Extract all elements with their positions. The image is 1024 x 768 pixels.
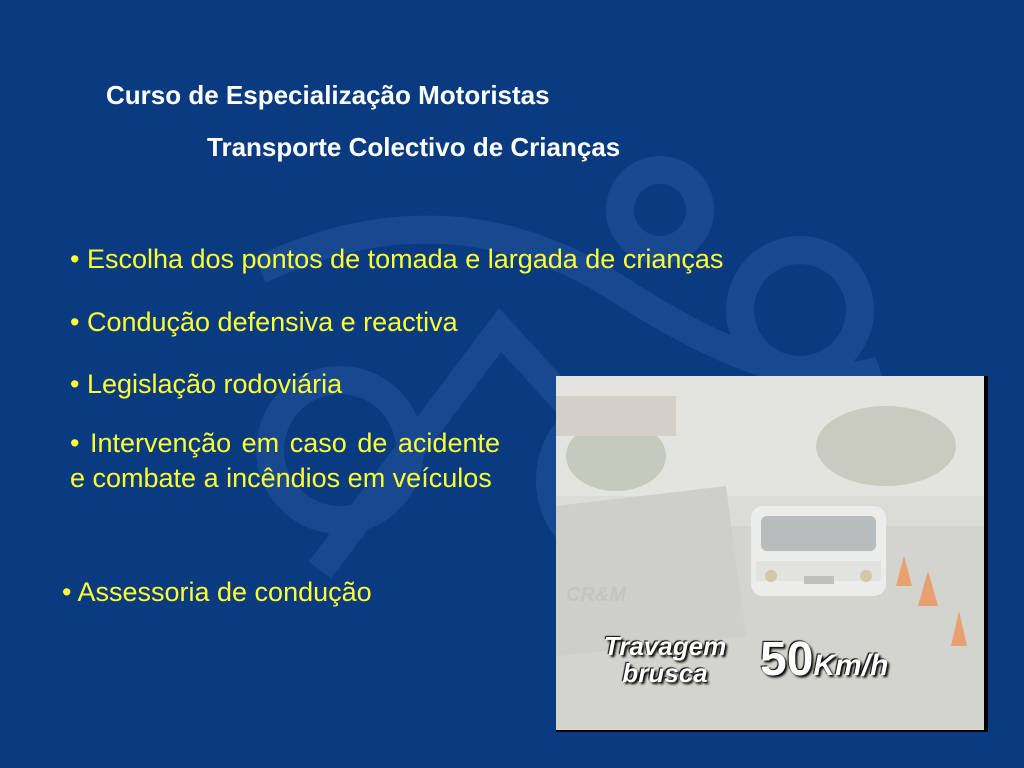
braking-label: Travagem brusca <box>603 631 727 689</box>
title-line-1: Curso de Especialização Motoristas <box>106 80 550 110</box>
bullet-accident-intervention: • Intervenção em caso de acidente e combate a incêndios em veículos <box>70 428 500 494</box>
bullet-defensive-driving: • Condução defensiva e reactiva <box>70 307 458 337</box>
title-line-2: Transporte Colectivo de Crianças <box>207 132 621 162</box>
speed-value: 50 <box>760 633 814 686</box>
speed-readout <box>760 632 888 687</box>
vehicle-logo: CR&M <box>566 584 626 606</box>
bullet-road-legislation: • Legislação rodoviária <box>70 369 343 399</box>
speed-unit: Km/h <box>813 649 889 682</box>
bullet-pick-up-points: • Escolha dos pontos de tomada e largada de crianças <box>70 244 724 274</box>
bullet-driving-advisory: • Assessoria de condução <box>62 577 372 607</box>
